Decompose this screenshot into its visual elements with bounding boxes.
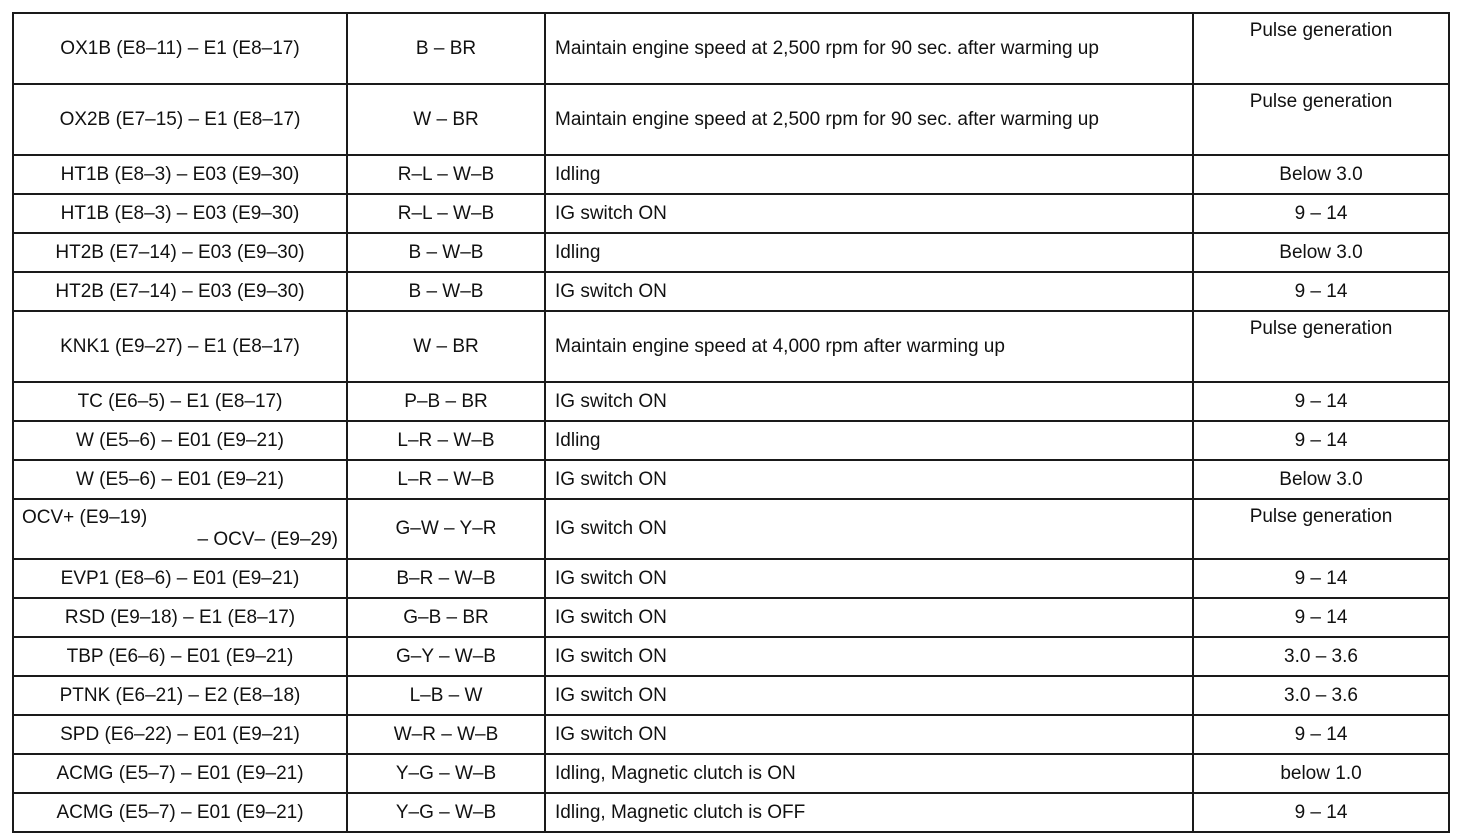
- condition-cell: Idling, Magnetic clutch is OFF: [545, 793, 1193, 832]
- terminal-cell: W (E5–6) – E01 (E9–21): [13, 460, 347, 499]
- terminal-cell: OX2B (E7–15) – E1 (E8–17): [13, 84, 347, 155]
- specified-value-cell: Below 3.0: [1193, 460, 1449, 499]
- wiring-color-cell: P–B – BR: [347, 382, 545, 421]
- wiring-color-cell: G–B – BR: [347, 598, 545, 637]
- wiring-color-cell: B – BR: [347, 13, 545, 84]
- condition-cell: IG switch ON: [545, 272, 1193, 311]
- table-row: [13, 598, 1449, 637]
- wiring-color-cell: G–W – Y–R: [347, 499, 545, 559]
- wiring-color-cell: W – BR: [347, 84, 545, 155]
- table-row: [13, 155, 1449, 194]
- table-row: [13, 13, 1449, 84]
- table-row: [13, 84, 1449, 155]
- condition-cell: Maintain engine speed at 4,000 rpm after warming up: [545, 311, 1193, 382]
- table-row: [13, 382, 1449, 421]
- condition-cell: IG switch ON: [545, 598, 1193, 637]
- terminal-cell: [13, 499, 347, 559]
- condition-cell: Idling: [545, 233, 1193, 272]
- specified-value-cell: 9 – 14: [1193, 421, 1449, 460]
- terminal-voltage-table: [12, 12, 1450, 833]
- specified-value-cell: Below 3.0: [1193, 155, 1449, 194]
- specified-value-cell: 9 – 14: [1193, 194, 1449, 233]
- condition-cell: Idling, Magnetic clutch is ON: [545, 754, 1193, 793]
- terminal-cell: ACMG (E5–7) – E01 (E9–21): [13, 793, 347, 832]
- specified-value-cell: 9 – 14: [1193, 793, 1449, 832]
- wiring-color-cell: R–L – W–B: [347, 155, 545, 194]
- wiring-color-cell: R–L – W–B: [347, 194, 545, 233]
- wiring-color-cell: Y–G – W–B: [347, 793, 545, 832]
- wiring-color-cell: L–R – W–B: [347, 421, 545, 460]
- condition-cell: Maintain engine speed at 2,500 rpm for 90 sec. after warming up: [545, 84, 1193, 155]
- table-row: [13, 499, 1449, 559]
- wiring-color-cell: L–B – W: [347, 676, 545, 715]
- specified-value-cell: 3.0 – 3.6: [1193, 637, 1449, 676]
- table-row: [13, 754, 1449, 793]
- table-row: [13, 233, 1449, 272]
- terminal-cell: RSD (E9–18) – E1 (E8–17): [13, 598, 347, 637]
- terminal-cell: HT1B (E8–3) – E03 (E9–30): [13, 194, 347, 233]
- wiring-color-cell: B – W–B: [347, 272, 545, 311]
- specified-value-cell: 9 – 14: [1193, 715, 1449, 754]
- condition-cell: IG switch ON: [545, 382, 1193, 421]
- terminal-line-1: OCV+ (E9–19): [22, 507, 148, 528]
- specified-value-cell: 3.0 – 3.6: [1193, 676, 1449, 715]
- specified-value-cell: Pulse generation: [1193, 13, 1449, 84]
- terminal-cell: ACMG (E5–7) – E01 (E9–21): [13, 754, 347, 793]
- specified-value-cell: Pulse generation: [1193, 311, 1449, 382]
- wiring-color-cell: L–R – W–B: [347, 460, 545, 499]
- table-row: [13, 421, 1449, 460]
- specified-value-cell: below 1.0: [1193, 754, 1449, 793]
- wiring-color-cell: G–Y – W–B: [347, 637, 545, 676]
- terminal-cell: HT1B (E8–3) – E03 (E9–30): [13, 155, 347, 194]
- wiring-color-cell: W – BR: [347, 311, 545, 382]
- specified-value-cell: Pulse generation: [1193, 84, 1449, 155]
- wiring-color-cell: W–R – W–B: [347, 715, 545, 754]
- specified-value-cell: 9 – 14: [1193, 598, 1449, 637]
- table-row: [13, 460, 1449, 499]
- condition-cell: IG switch ON: [545, 676, 1193, 715]
- terminal-cell: HT2B (E7–14) – E03 (E9–30): [13, 272, 347, 311]
- specified-value-cell: 9 – 14: [1193, 382, 1449, 421]
- condition-cell: IG switch ON: [545, 637, 1193, 676]
- condition-cell: IG switch ON: [545, 460, 1193, 499]
- wiring-color-cell: B–R – W–B: [347, 559, 545, 598]
- condition-cell: IG switch ON: [545, 715, 1193, 754]
- condition-cell: Idling: [545, 155, 1193, 194]
- specified-value-cell: Pulse generation: [1193, 499, 1449, 559]
- table-row: [13, 715, 1449, 754]
- terminal-cell: EVP1 (E8–6) – E01 (E9–21): [13, 559, 347, 598]
- table-row: [13, 272, 1449, 311]
- terminal-cell: PTNK (E6–21) – E2 (E8–18): [13, 676, 347, 715]
- terminal-cell: OX1B (E8–11) – E1 (E8–17): [13, 13, 347, 84]
- condition-cell: IG switch ON: [545, 499, 1193, 559]
- table-row: [13, 676, 1449, 715]
- terminal-line-2: – OCV– (E9–29): [197, 529, 338, 550]
- condition-cell: Idling: [545, 421, 1193, 460]
- terminal-cell: SPD (E6–22) – E01 (E9–21): [13, 715, 347, 754]
- terminal-cell: KNK1 (E9–27) – E1 (E8–17): [13, 311, 347, 382]
- terminal-cell: HT2B (E7–14) – E03 (E9–30): [13, 233, 347, 272]
- terminal-cell: TC (E6–5) – E1 (E8–17): [13, 382, 347, 421]
- condition-cell: IG switch ON: [545, 559, 1193, 598]
- terminal-voltage-table-sheet: [12, 12, 1450, 833]
- wiring-color-cell: B – W–B: [347, 233, 545, 272]
- specified-value-cell: Below 3.0: [1193, 233, 1449, 272]
- specified-value-cell: 9 – 14: [1193, 559, 1449, 598]
- table-row: [13, 311, 1449, 382]
- wiring-color-cell: Y–G – W–B: [347, 754, 545, 793]
- table-row: [13, 559, 1449, 598]
- condition-cell: IG switch ON: [545, 194, 1193, 233]
- table-row: [13, 793, 1449, 832]
- table-row: [13, 194, 1449, 233]
- specified-value-cell: 9 – 14: [1193, 272, 1449, 311]
- terminal-cell: TBP (E6–6) – E01 (E9–21): [13, 637, 347, 676]
- terminal-cell: W (E5–6) – E01 (E9–21): [13, 421, 347, 460]
- condition-cell: Maintain engine speed at 2,500 rpm for 90 sec. after warming up: [545, 13, 1193, 84]
- table-row: [13, 637, 1449, 676]
